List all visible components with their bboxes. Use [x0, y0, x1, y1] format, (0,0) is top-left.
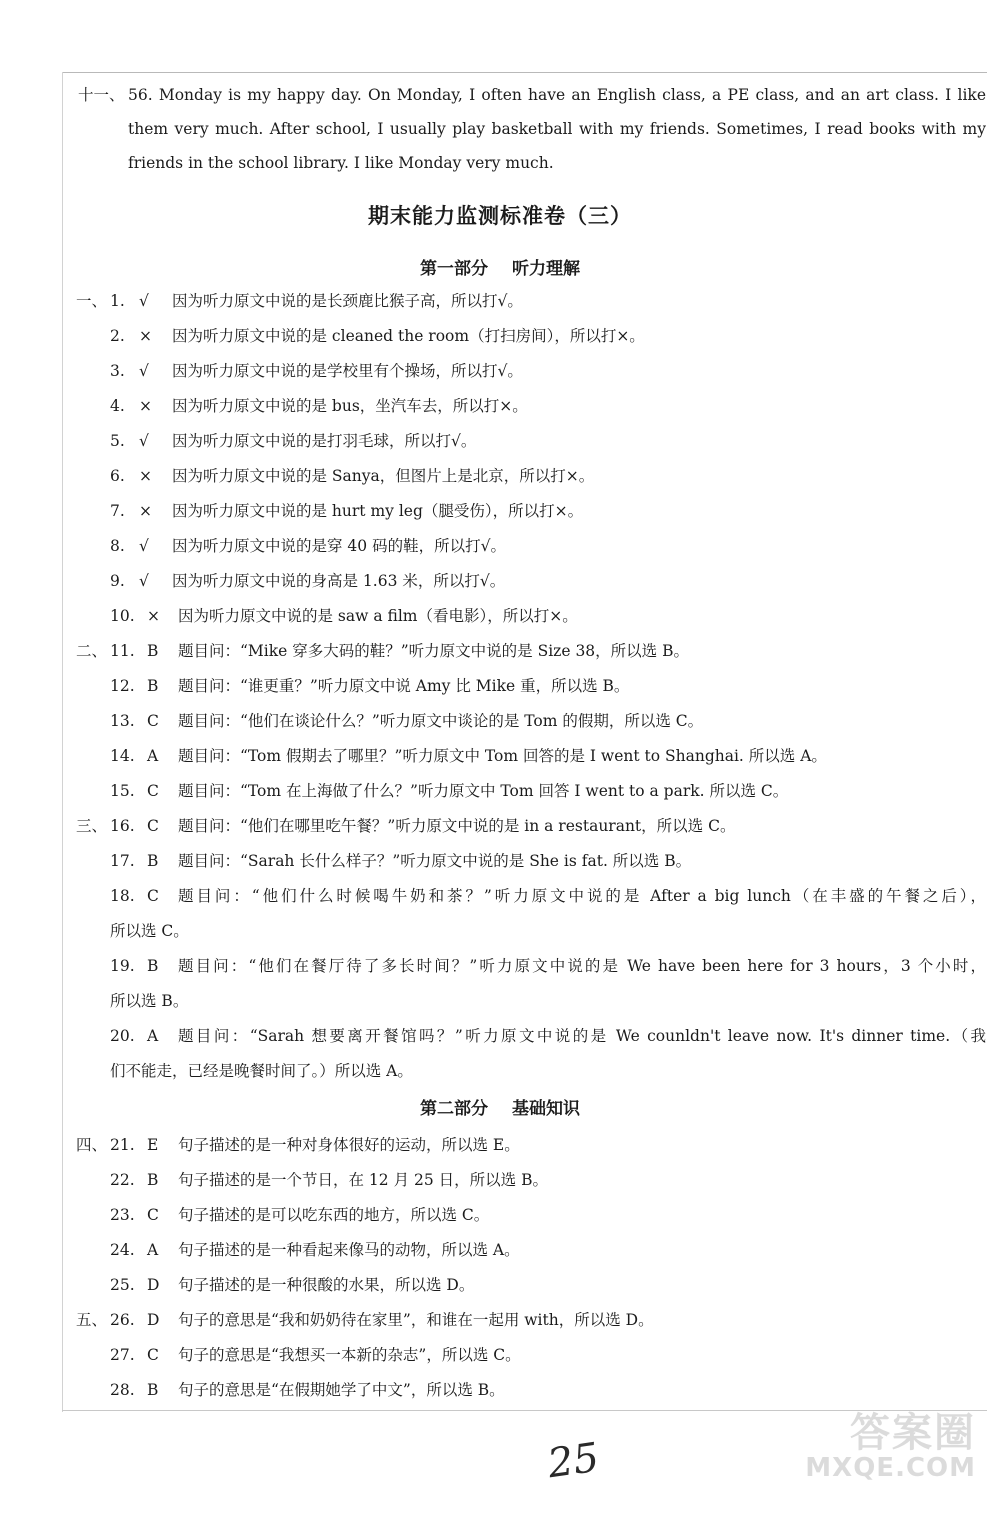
explanation-text: 句子的意思是“我想买一本新的杂志”，所以选 C。: [178, 1346, 521, 1364]
answer-mark: B: [147, 957, 159, 975]
explanation-text: 句子描述的是一种看起来像马的动物，所以选 A。: [178, 1241, 520, 1259]
question-number: 21.: [110, 1136, 135, 1154]
answer-mark: A: [147, 1027, 159, 1045]
question-number: 9.: [110, 572, 125, 590]
answer-row: [0, 1165, 1000, 1195]
section-name: 基础知识: [512, 1099, 580, 1119]
answer-row: [0, 1340, 1000, 1370]
explanation-text: 句子描述的是一个节日，在 12 月 25 日，所以选 B。: [178, 1171, 548, 1189]
explanation-text: 题目问：“他们什么时候喝牛奶和茶？”听力原文中说的是 After a big lunch（在丰盛的午餐之后），: [178, 887, 986, 905]
answer-mark: B: [147, 1381, 159, 1399]
answer-mark: B: [147, 677, 159, 695]
watermark-site: MXQE.COM: [805, 1453, 976, 1483]
answer-row: [0, 566, 1000, 596]
answer-mark: √: [139, 537, 149, 555]
explanation-text: 句子描述的是一种对身体很好的运动，所以选 E。: [178, 1136, 520, 1154]
answer-mark: ×: [147, 607, 160, 625]
answer-mark: √: [139, 432, 149, 450]
explanation-text: 所以选 C。: [110, 922, 189, 940]
explanation-text: 因为听力原文中说的是长颈鹿比猴子高，所以打√。: [172, 292, 523, 310]
answer-row: [0, 461, 1000, 491]
section-heading-part2: [0, 1094, 1000, 1124]
explanation-text: 因为听力原文中说的是 bus，坐汽车去，所以打×。: [172, 397, 528, 415]
explanation-text: 因为听力原文中说的是 saw a film（看电影），所以打×。: [178, 607, 578, 625]
question-number: 12.: [110, 677, 135, 695]
answer-mark: B: [147, 852, 159, 870]
question-number: 20.: [110, 1027, 135, 1045]
answer-mark: C: [147, 712, 159, 730]
question-number: 17.: [110, 852, 135, 870]
answer-mark: A: [147, 747, 159, 765]
explanation-text: 题目问：“Mike 穿多大码的鞋？”听力原文中说的是 Size 38，所以选 B。: [178, 642, 689, 660]
answer-row-continuation: [0, 986, 1000, 1016]
explanation-text: 因为听力原文中说的是 Sanya，但图片上是北京，所以打×。: [172, 467, 595, 485]
answer-row: [0, 811, 1000, 841]
question-number: 16.: [110, 817, 135, 835]
answer-mark: B: [147, 1171, 159, 1189]
answer-row: [0, 496, 1000, 526]
question-number: 7.: [110, 502, 125, 520]
explanation-text: 因为听力原文中说的是穿 40 码的鞋，所以打√。: [172, 537, 506, 555]
section-name: 听力理解: [512, 259, 580, 279]
question-number: 3.: [110, 362, 125, 380]
answer-mark: D: [147, 1276, 160, 1294]
watermark-logo: 答案圈: [850, 1410, 976, 1456]
answer-row: [0, 531, 1000, 561]
answer-mark: C: [147, 817, 159, 835]
answer-row: [0, 321, 1000, 351]
answer-row: [0, 776, 1000, 806]
page-number: 25: [545, 1434, 602, 1488]
answer-mark: D: [147, 1311, 160, 1329]
question-number: 4.: [110, 397, 125, 415]
explanation-text: 题目问：“他们在哪里吃午餐？”听力原文中说的是 in a restaurant，所以选 C。: [178, 817, 736, 835]
page-title: 期末能力监测标准卷（三）: [368, 204, 632, 228]
explanation-text: 句子的意思是“在假期她学了中文”，所以选 B。: [178, 1381, 505, 1399]
explanation-text: 因为听力原文中说的是学校里有个操场，所以打√。: [172, 362, 523, 380]
answer-mark: E: [147, 1136, 159, 1154]
question-number: 13.: [110, 712, 135, 730]
answer-row: [0, 951, 1000, 981]
answer-row: [0, 1235, 1000, 1265]
answer-row: [0, 356, 1000, 386]
answer-mark: C: [147, 1206, 159, 1224]
answer-row: [0, 741, 1000, 771]
question-number: 2.: [110, 327, 125, 345]
intro-text: friends in the school library. I like Monday very much.: [128, 154, 554, 172]
answer-row: [0, 706, 1000, 736]
explanation-text: 句子的意思是“我和奶奶待在家里”，和谁在一起用 with，所以选 D。: [178, 1311, 654, 1329]
answer-row-continuation: [0, 1056, 1000, 1086]
answer-mark: B: [147, 642, 159, 660]
explanation-text: 们不能走，已经是晚餐时间了。）所以选 A。: [110, 1062, 413, 1080]
explanation-text: 题目问：“Sarah 长什么样子？”听力原文中说的是 She is fat. 所以选 B。: [178, 852, 692, 870]
explanation-text: 句子描述的是可以吃东西的地方，所以选 C。: [178, 1206, 490, 1224]
question-number: 8.: [110, 537, 125, 555]
section-label: 第一部分: [420, 259, 488, 279]
answer-mark: ×: [139, 502, 152, 520]
explanation-text: 因为听力原文中说的是 cleaned the room（打扫房间），所以打×。: [172, 327, 645, 345]
question-number: 10.: [110, 607, 135, 625]
answer-row: [0, 846, 1000, 876]
answer-row: [0, 1021, 1000, 1051]
answer-mark: C: [147, 1346, 159, 1364]
answer-row: [0, 286, 1000, 316]
answer-row: [0, 1200, 1000, 1230]
explanation-text: 题目问：“Sarah 想要离开餐馆吗？”听力原文中说的是 We counldn't leave now. It's dinner time.（我: [178, 1027, 986, 1045]
answer-row: [0, 1270, 1000, 1300]
question-number: 1.: [110, 292, 125, 310]
explanation-text: 题目问：“谁更重？”听力原文中说 Amy 比 Mike 重，所以选 B。: [178, 677, 630, 695]
question-number: 24.: [110, 1241, 135, 1259]
watermark: [805, 1401, 988, 1491]
answer-mark: A: [147, 1241, 159, 1259]
intro-line-1: [0, 80, 1000, 110]
answer-row: [0, 1305, 1000, 1335]
answer-mark: √: [139, 292, 149, 310]
answer-row: [0, 671, 1000, 701]
answer-mark: C: [147, 887, 159, 905]
section-label: 第二部分: [420, 1099, 488, 1119]
question-number: 5.: [110, 432, 125, 450]
answer-mark: ×: [139, 397, 152, 415]
group-marker: 四、: [76, 1136, 108, 1154]
intro-line-3: [0, 148, 1000, 178]
intro-marker: 十一、: [78, 86, 125, 104]
explanation-text: 所以选 B。: [110, 992, 189, 1010]
explanation-text: 题目问：“他们在餐厅待了多长时间？”听力原文中说的是 We have been here for 3 hours，3 个小时，: [178, 957, 986, 975]
question-number: 22.: [110, 1171, 135, 1189]
answer-row: [0, 636, 1000, 666]
question-number: 15.: [110, 782, 135, 800]
answer-row: [0, 391, 1000, 421]
explanation-text: 因为听力原文中说的是 hurt my leg（腿受伤），所以打×。: [172, 502, 584, 520]
explanation-text: 题目问：“Tom 假期去了哪里？”听力原文中 Tom 回答的是 I went to Shanghai. 所以选 A。: [178, 747, 827, 765]
answer-row: [0, 881, 1000, 911]
explanation-text: 句子描述的是一种很酸的水果，所以选 D。: [178, 1276, 475, 1294]
answer-row: [0, 1130, 1000, 1160]
intro-line-2: [0, 114, 1000, 144]
question-number: 25.: [110, 1276, 135, 1294]
question-number: 19.: [110, 957, 135, 975]
group-marker: 二、: [76, 642, 108, 660]
explanation-text: 题目问：“Tom 在上海做了什么？”听力原文中 Tom 回答 I went to a park. 所以选 C。: [178, 782, 789, 800]
answer-mark: C: [147, 782, 159, 800]
answer-mark: √: [139, 362, 149, 380]
group-marker: 五、: [76, 1311, 108, 1329]
answer-row: [0, 601, 1000, 631]
question-number: 14.: [110, 747, 135, 765]
intro-text: them very much. After school, I usually play basketball with my friends. Sometimes, I read books with my: [128, 120, 986, 138]
section-heading-part1: [0, 254, 1000, 284]
answer-mark: ×: [139, 467, 152, 485]
question-number: 28.: [110, 1381, 135, 1399]
question-number: 27.: [110, 1346, 135, 1364]
question-number: 11.: [110, 642, 135, 660]
explanation-text: 题目问：“他们在谈论什么？”听力原文中谈论的是 Tom 的假期，所以选 C。: [178, 712, 704, 730]
answer-row: [0, 426, 1000, 456]
question-number: 18.: [110, 887, 135, 905]
question-number: 26.: [110, 1311, 135, 1329]
group-marker: 三、: [76, 817, 108, 835]
explanation-text: 因为听力原文中说的是打羽毛球，所以打√。: [172, 432, 477, 450]
answer-row-continuation: [0, 916, 1000, 946]
intro-text: 56. Monday is my happy day. On Monday, I often have an English class, a PE class, and an art class. I like: [128, 86, 986, 104]
question-number: 23.: [110, 1206, 135, 1224]
explanation-text: 因为听力原文中说的身高是 1.63 米，所以打√。: [172, 572, 506, 590]
page-frame-top: [62, 72, 987, 73]
answer-mark: ×: [139, 327, 152, 345]
question-number: 6.: [110, 467, 125, 485]
answer-mark: √: [139, 572, 149, 590]
group-marker: 一、: [76, 292, 108, 310]
